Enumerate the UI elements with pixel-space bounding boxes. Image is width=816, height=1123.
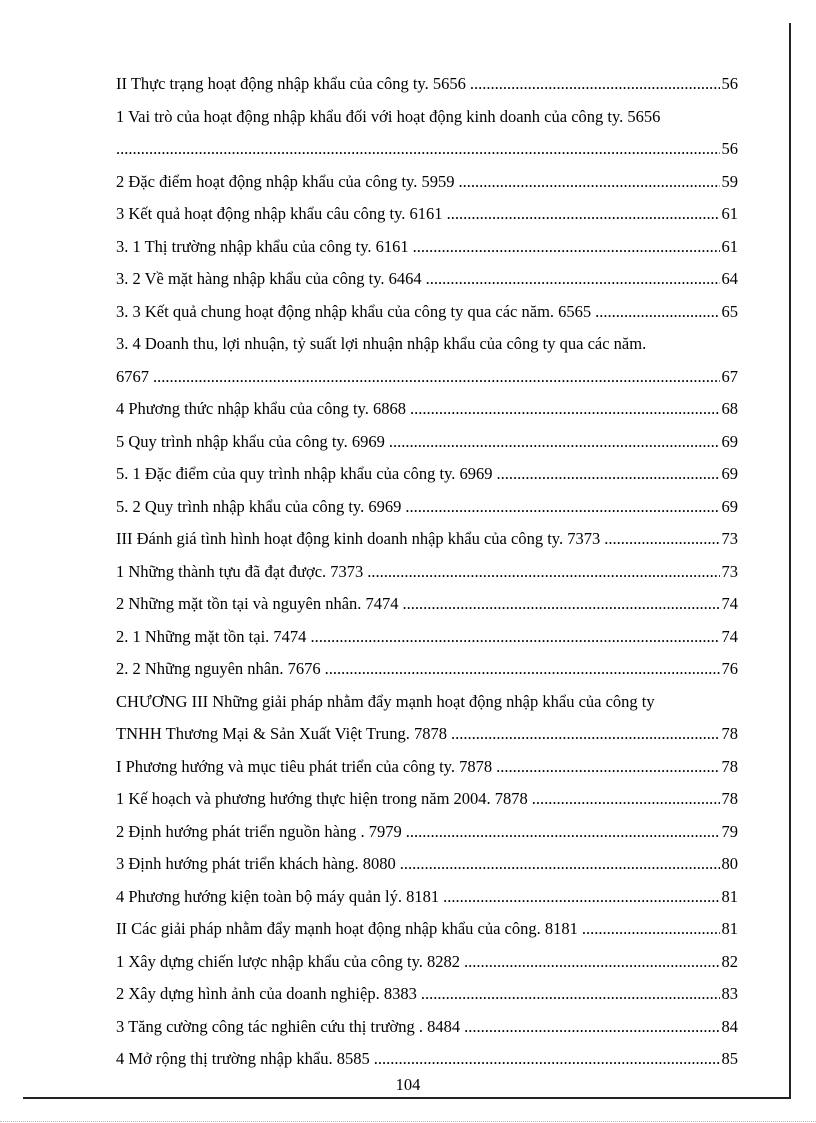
- toc-entry-title: 2. 2 Những nguyên nhân. 7676: [116, 659, 321, 678]
- toc-entry-page: 64: [721, 269, 738, 288]
- toc-entry[interactable]: [116, 946, 738, 979]
- toc-entry-page: 56: [721, 74, 738, 93]
- dot-leader: [421, 978, 720, 1011]
- toc-entry-title: 4 Mở rộng thị trường nhập khẩu. 8585: [116, 1049, 370, 1068]
- toc-entry[interactable]: [116, 133, 738, 166]
- toc-entry[interactable]: [116, 458, 738, 491]
- toc-entry-title: 2. 1 Những mặt tồn tại. 7474: [116, 626, 307, 646]
- toc-entry-page: 74: [721, 626, 738, 646]
- toc-entry-title: 3. 2 Về mặt hàng nhập khẩu của công ty. 6464: [116, 269, 422, 288]
- toc-entry-title-cont: 6767: [116, 366, 149, 386]
- toc-entry-page: 80: [721, 854, 738, 873]
- toc-entry-title: 4 Phương hướng kiện toàn bộ máy quản lý. 8181: [116, 886, 440, 906]
- toc-entry-title: II Thực trạng hoạt động nhập khẩu của công ty. 5656: [116, 74, 466, 93]
- dot-leader: [497, 458, 720, 491]
- toc-entry[interactable]: [116, 783, 738, 816]
- toc-entry[interactable]: [116, 361, 738, 394]
- footer-divider: [0, 1121, 816, 1122]
- toc-entry[interactable]: [116, 166, 738, 199]
- toc-entry-title: 3 Kết quả hoạt động nhập khẩu câu công ty. 6161: [116, 204, 443, 223]
- toc-entry-page: 84: [721, 1016, 738, 1036]
- toc-entry-title: 3 Tăng cường công tác nghiên cứu thị trường . 8484: [116, 1016, 461, 1036]
- toc-entry-page: 69: [721, 496, 738, 516]
- dot-leader: [389, 426, 720, 459]
- toc-entry[interactable]: [116, 621, 738, 654]
- toc-entry[interactable]: [116, 426, 738, 459]
- dot-leader: [470, 68, 720, 101]
- toc-entry-title[interactable]: 1 Vai trò của hoạt động nhập khẩu đối với hoạt động kinh doanh của công ty. 5656: [116, 106, 661, 126]
- toc-entry-page: 68: [721, 399, 738, 418]
- toc-entry-page: 73: [721, 529, 738, 548]
- toc-entry-title: 1 Xây dựng chiến lược nhập khẩu của công ty. 8282: [116, 951, 460, 971]
- toc-entry-title: 1 Kế hoạch và phương hướng thực hiện trong năm 2004. 7878: [116, 789, 528, 808]
- toc-entry[interactable]: [116, 491, 738, 524]
- toc-entry-title[interactable]: CHƯƠNG III Những giải pháp nhằm đẩy mạnh hoạt động nhập khẩu của công ty: [116, 691, 655, 711]
- toc-entry-page: 61: [721, 236, 738, 256]
- toc-entry-page: 83: [721, 984, 738, 1003]
- toc-entry[interactable]: [116, 848, 738, 881]
- dot-leader: [403, 588, 720, 621]
- dot-leader: [447, 198, 720, 231]
- dot-leader: [443, 881, 719, 914]
- dot-leader: [532, 783, 720, 816]
- toc-entry[interactable]: [116, 393, 738, 426]
- toc-entry[interactable]: [116, 816, 738, 849]
- dot-leader: [367, 556, 719, 589]
- toc-entry[interactable]: [116, 1043, 738, 1076]
- toc-entry[interactable]: [116, 751, 738, 784]
- toc-entry-title: 1 Những thành tựu đã đạt được. 7373: [116, 561, 364, 581]
- toc-entry[interactable]: [116, 231, 738, 264]
- toc-entry-title[interactable]: 3. 4 Doanh thu, lợi nhuận, tỷ suất lợi nhuận nhập khẩu của công ty qua các năm.: [116, 334, 647, 353]
- dot-leader: [406, 816, 720, 849]
- toc-entry-page: 82: [721, 951, 738, 971]
- dot-leader: [464, 946, 720, 979]
- toc-entry-page: 65: [721, 301, 738, 321]
- dot-leader: [582, 913, 720, 946]
- toc-entry[interactable]: [116, 198, 738, 231]
- dot-leader: [116, 133, 720, 166]
- dot-leader: [413, 231, 720, 264]
- table-of-contents: [116, 68, 738, 1076]
- toc-entry-page: 78: [721, 756, 738, 776]
- dot-leader: [410, 393, 720, 426]
- dot-leader: [310, 621, 719, 654]
- toc-entry-title: 3 Định hướng phát triển khách hàng. 8080: [116, 854, 396, 873]
- toc-entry-page: 69: [721, 464, 738, 483]
- toc-entry-page: 73: [721, 561, 738, 581]
- dot-leader: [374, 1043, 720, 1076]
- toc-entry-page: 69: [721, 431, 738, 451]
- toc-entry-page: 78: [721, 724, 738, 743]
- toc-entry-title-cont: TNHH Thương Mại & Sản Xuất Việt Trung. 7878: [116, 724, 447, 743]
- dot-leader: [451, 718, 720, 751]
- toc-entry-page: 79: [721, 821, 738, 841]
- dot-leader: [426, 263, 720, 296]
- dot-leader: [400, 848, 720, 881]
- toc-entry-title: 5 Quy trình nhập khẩu của công ty. 6969: [116, 431, 385, 451]
- toc-entry[interactable]: [116, 978, 738, 1011]
- toc-entry[interactable]: [116, 68, 738, 101]
- toc-entry-title: III Đánh giá tình hình hoạt động kinh doanh nhập khẩu của công ty. 7373: [116, 529, 601, 548]
- toc-entry-title: I Phương hướng và mục tiêu phát triển của công ty. 7878: [116, 756, 493, 776]
- page-number: 104: [395, 1075, 421, 1094]
- toc-entry-title: 4 Phương thức nhập khẩu của công ty. 6868: [116, 399, 406, 418]
- dot-leader: [458, 166, 719, 199]
- toc-entry[interactable]: [116, 653, 738, 686]
- toc-entry[interactable]: [116, 588, 738, 621]
- toc-entry-title: 2 Định hướng phát triển nguồn hàng . 7979: [116, 821, 402, 841]
- toc-entry[interactable]: [116, 718, 738, 751]
- toc-entry-title: 2 Đặc điểm hoạt động nhập khẩu của công ty. 5959: [116, 171, 455, 191]
- toc-entry[interactable]: [116, 1011, 738, 1044]
- toc-entry[interactable]: [116, 913, 738, 946]
- toc-entry-page: 76: [721, 659, 738, 678]
- toc-entry[interactable]: [116, 296, 738, 329]
- toc-entry-title: 2 Xây dựng hình ảnh của doanh nghiệp. 8383: [116, 984, 417, 1003]
- dot-leader: [595, 296, 719, 329]
- toc-entry-page: 56: [721, 139, 738, 158]
- dot-leader: [325, 653, 720, 686]
- toc-entry-page: 74: [721, 594, 738, 613]
- toc-entry-title: 5. 2 Quy trình nhập khẩu của công ty. 6969: [116, 496, 402, 516]
- toc-entry-page: 67: [721, 366, 738, 386]
- toc-entry-page: 78: [721, 789, 738, 808]
- toc-entry-title: 2 Những mặt tồn tại và nguyên nhân. 7474: [116, 594, 399, 613]
- dot-leader: [405, 491, 719, 524]
- dot-leader: [604, 523, 719, 556]
- dot-leader: [153, 361, 720, 394]
- toc-entry-title: II Các giải pháp nhằm đẩy mạnh hoạt động nhập khẩu của công. 8181: [116, 919, 578, 938]
- dot-leader: [464, 1011, 719, 1044]
- toc-entry-page: 81: [721, 919, 738, 938]
- toc-entry-title: 5. 1 Đặc điểm của quy trình nhập khẩu của công ty. 6969: [116, 464, 493, 483]
- toc-entry-page: 61: [721, 204, 738, 223]
- toc-entry-title: 3. 1 Thị trường nhập khẩu của công ty. 6161: [116, 236, 409, 256]
- toc-entry[interactable]: [116, 556, 738, 589]
- toc-entry-page: 81: [721, 886, 738, 906]
- toc-entry-page: 59: [721, 171, 738, 191]
- toc-entry[interactable]: [116, 881, 738, 914]
- toc-entry-page: 85: [721, 1049, 738, 1068]
- toc-entry-title: 3. 3 Kết quả chung hoạt động nhập khẩu của công ty qua các năm. 6565: [116, 301, 592, 321]
- dot-leader: [496, 751, 719, 784]
- toc-entry[interactable]: [116, 523, 738, 556]
- toc-entry[interactable]: [116, 263, 738, 296]
